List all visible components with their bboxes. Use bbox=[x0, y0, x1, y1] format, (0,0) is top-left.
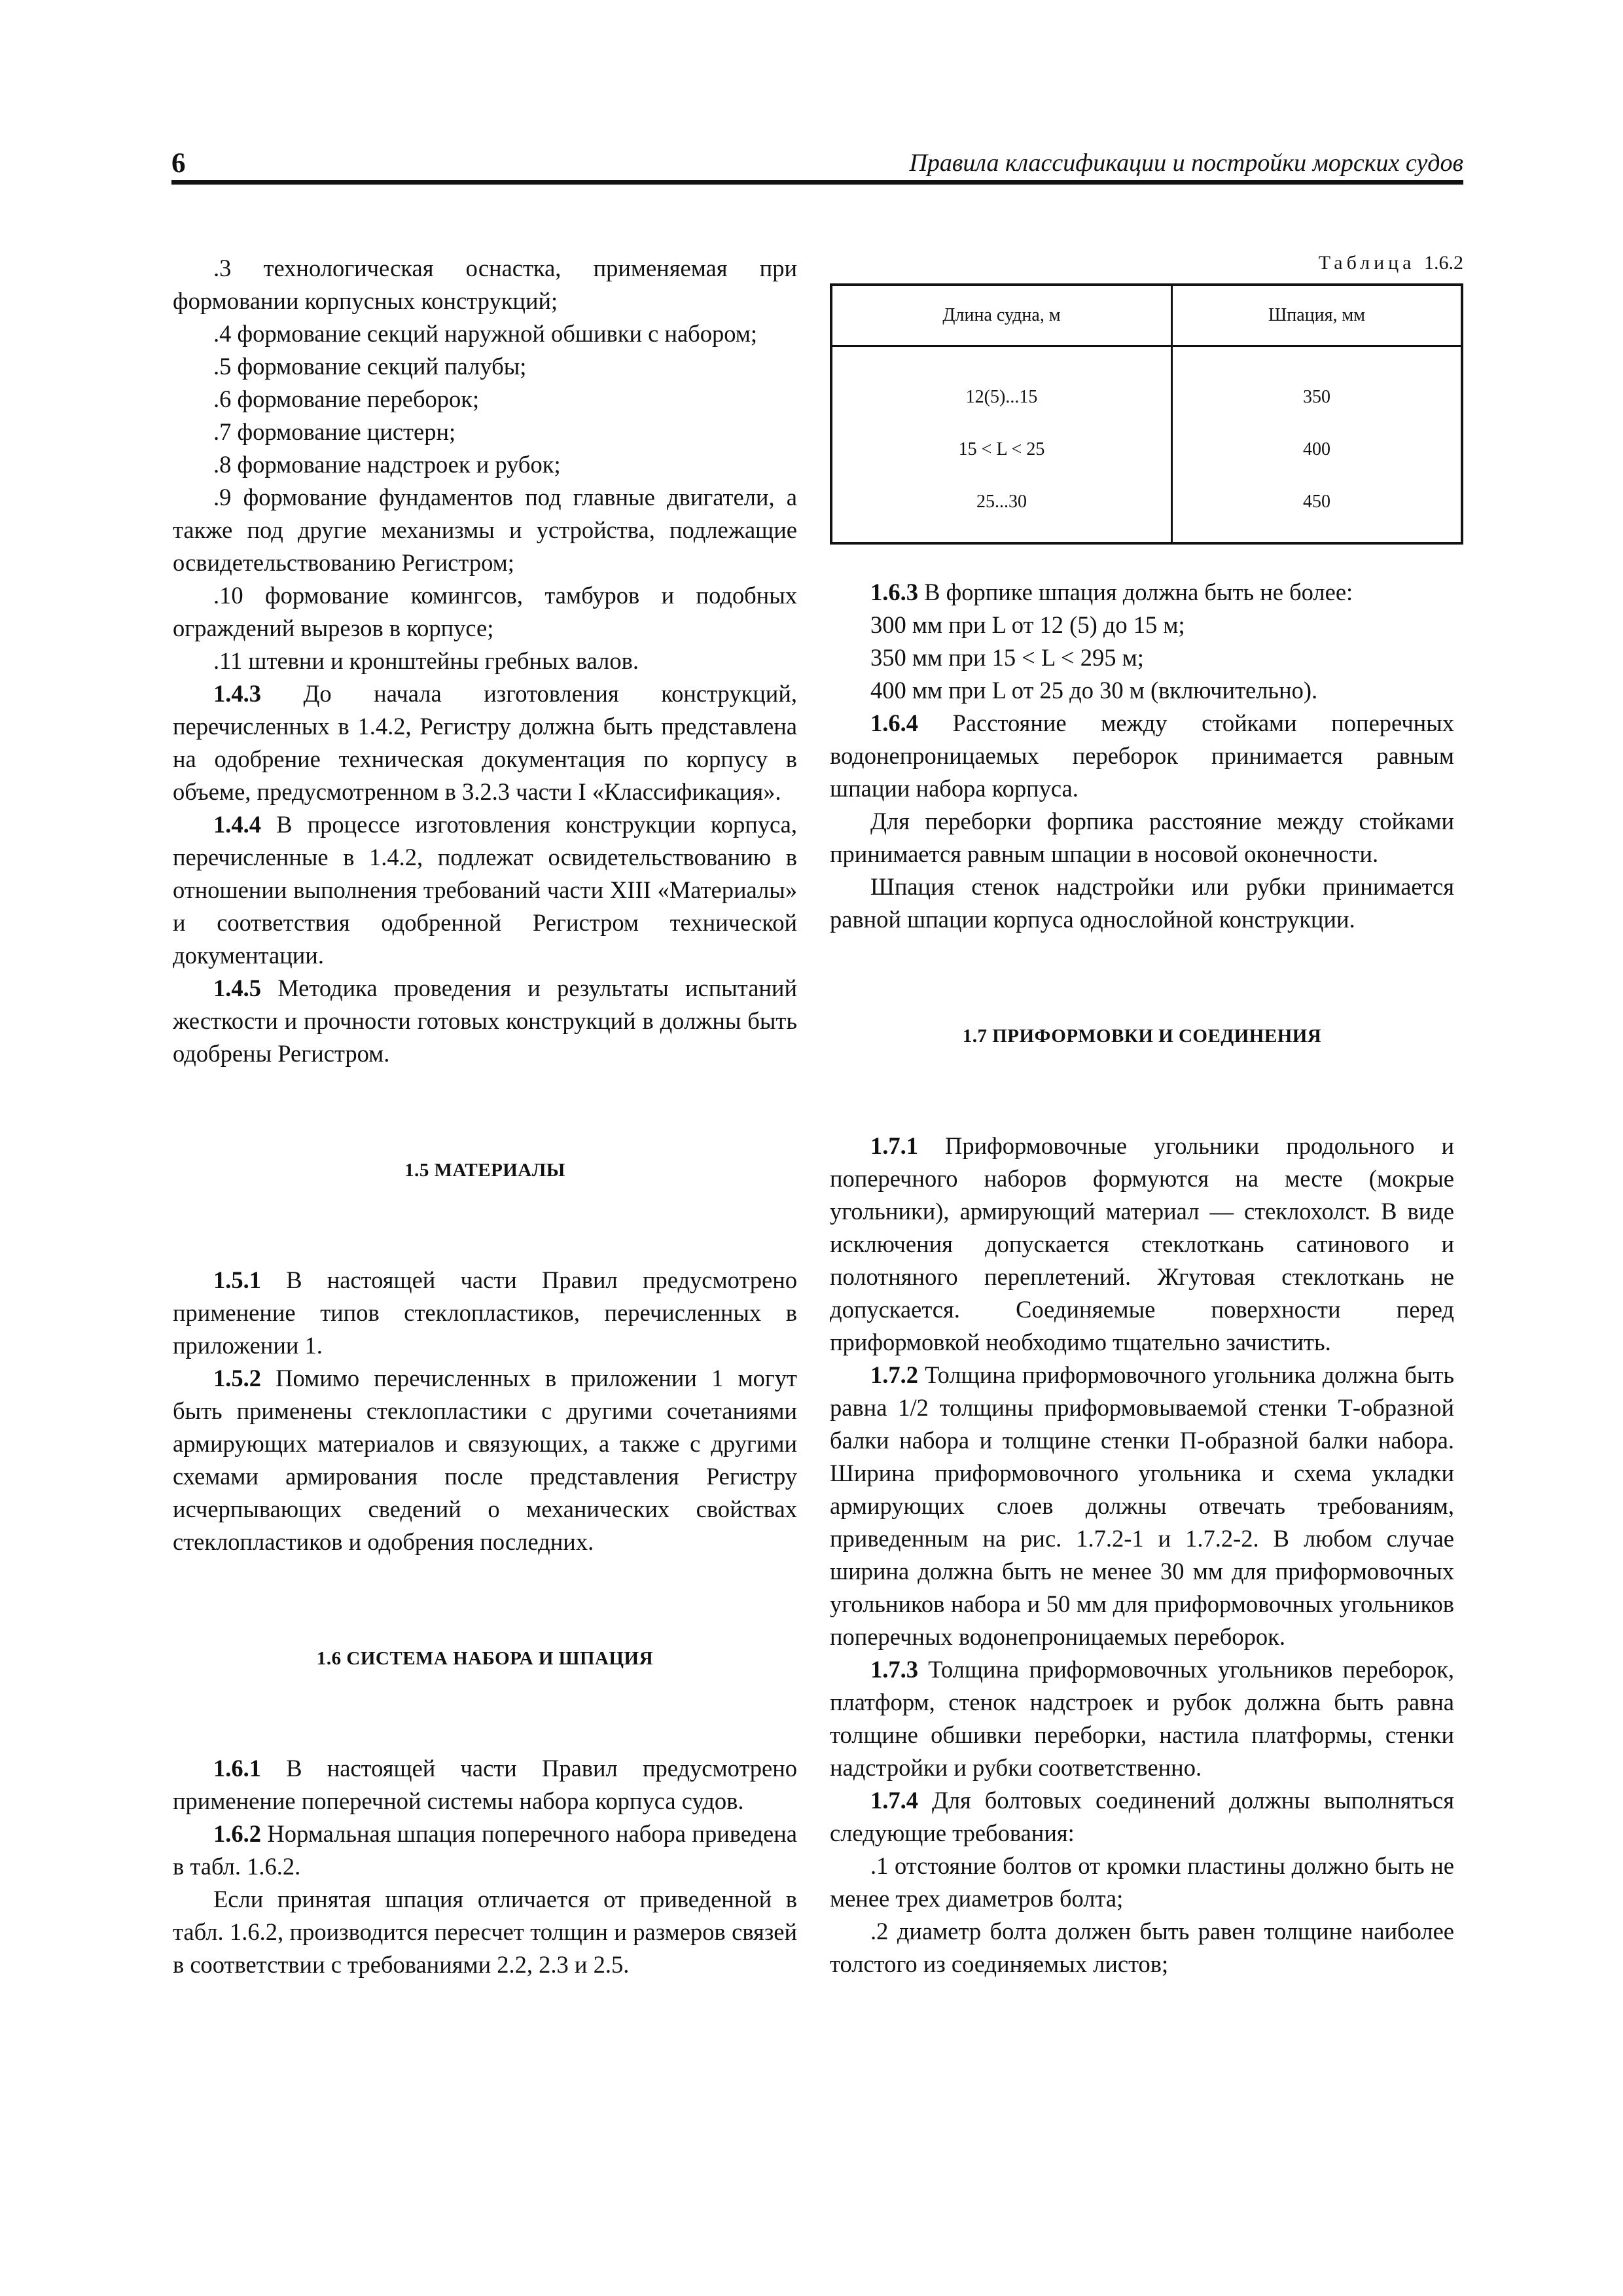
column-header-length: Длина судна, м bbox=[831, 285, 1172, 346]
list-item: 400 мм при L от 25 до 30 м (включительно). bbox=[870, 677, 1318, 704]
clause-number: 1.4.4 bbox=[213, 811, 261, 838]
table-cell: 25...30 bbox=[831, 476, 1172, 543]
table-cell: 350 bbox=[1172, 346, 1463, 424]
paragraph-1-4-4: 1.4.4 В процессе изготовления конструкции корпуса, перечисленные в 1.4.2, подлежат освидетельствованию в отношении выполнения требований части XIII «Материалы» и соответствия одобренной Регистром технической документации. bbox=[173, 811, 797, 969]
list-item: 300 мм при L от 12 (5) до 15 м; bbox=[870, 611, 1185, 638]
paragraph-1-5-2: 1.5.2 Помимо перечисленных в приложении 1 могут быть применены стеклопластики с другими сочетаниями армирующих материалов и связующих, а также с другими схемами армирования после представления Регистру исчерпывающих сведений о механических свойствах стеклопластиков и одобрения последних. bbox=[173, 1365, 797, 1555]
clause-number: 1.6.3 bbox=[870, 579, 918, 605]
clause-number: 1.6.4 bbox=[870, 709, 918, 736]
paragraph-1-6-2: 1.6.2 Нормальная шпация поперечного набора приведена в табл. 1.6.2. bbox=[173, 1820, 797, 1880]
right-column bbox=[830, 576, 1454, 1981]
paragraph-1-7-4: 1.7.4 Для болтовых соединений должны выполняться следующие требования: bbox=[830, 1787, 1454, 1846]
clause-number: 1.4.3 bbox=[213, 680, 261, 707]
table-row bbox=[831, 476, 1462, 543]
paragraph: Шпация стенок надстройки или рубки принимается равной шпации корпуса однослойной конструкции. bbox=[830, 873, 1454, 933]
table-row bbox=[831, 346, 1462, 424]
clause-number: 1.7.4 bbox=[870, 1787, 918, 1814]
section-heading-1-7: 1.7 ПРИФОРМОВКИ И СОЕДИНЕНИЯ bbox=[962, 1026, 1322, 1047]
clause-number: 1.6.2 bbox=[213, 1820, 261, 1847]
paragraph-1-6-4: 1.6.4 Расстояние между стойками поперечных водонепроницаемых переборок принимается равным шпации набора корпуса. bbox=[830, 709, 1454, 802]
clause-number: 1.7.2 bbox=[870, 1361, 918, 1388]
paragraph: Для переборки форпика расстояние между стойками принимается равным шпации в носовой оконечности. bbox=[830, 808, 1454, 867]
section-heading-1-5: 1.5 МАТЕРИАЛЫ bbox=[404, 1160, 565, 1181]
paragraph-1-5-1: 1.5.1 В настоящей части Правил предусмотрено применение типов стеклопластиков, перечисленных в приложении 1. bbox=[173, 1266, 797, 1359]
paragraph-1-6-1: 1.6.1 В настоящей части Правил предусмотрено применение поперечной системы набора корпуса судов. bbox=[173, 1755, 797, 1814]
table-cell: 400 bbox=[1172, 423, 1463, 476]
page-header bbox=[171, 147, 1463, 185]
list-item: .3 технологическая оснастка, применяемая при формовании корпусных конструкций; bbox=[173, 255, 797, 314]
table-cell: 450 bbox=[1172, 476, 1463, 543]
clause-number: 1.5.2 bbox=[213, 1365, 261, 1391]
table-cell: 15 < L < 25 bbox=[831, 423, 1172, 476]
table-row bbox=[831, 423, 1462, 476]
paragraph-1-6-3: 1.6.3 В форпике шпация должна быть не более: bbox=[870, 579, 1353, 605]
list-item: .6 формование переборок; bbox=[213, 386, 480, 412]
list-item: .1 отстояние болтов от кромки пластины должно быть не менее трех диаметров болта; bbox=[830, 1852, 1454, 1912]
running-title: Правила классификации и постройки морских судов bbox=[909, 149, 1463, 177]
paragraph-1-7-1: 1.7.1 Приформовочные угольники продольного и поперечного наборов формуются на месте (мокрые угольники), армирующий материал — стеклохолст. В виде исключения допускается стеклоткань сатинового и полотняного переплетений. Жгутовая стеклоткань не допускается. Соединяемые поверхности перед приформовкой необходимо тщательно зачистить. bbox=[830, 1132, 1454, 1355]
page-number: 6 bbox=[171, 148, 186, 179]
list-item: .4 формование секций наружной обшивки с набором; bbox=[213, 320, 758, 347]
clause-number: 1.4.5 bbox=[213, 975, 261, 1001]
clause-number: 1.7.1 bbox=[870, 1132, 918, 1159]
paragraph-1-7-3: 1.7.3 Толщина приформовочных угольников переборок, платформ, стенок надстроек и рубок должна быть равна толщине обшивки переборки, настила платформы, стенки надстройки и рубки соответственно. bbox=[830, 1656, 1454, 1781]
left-column bbox=[173, 252, 797, 1981]
table-cell: 12(5)...15 bbox=[831, 346, 1172, 424]
table-caption: Таблица 1.6.2 bbox=[1318, 252, 1463, 274]
paragraph: Если принятая шпация отличается от приведенной в табл. 1.6.2, производится пересчет толщин и размеров связей в соответствии с требованиями 2.2, 2.3 и 2.5. bbox=[173, 1886, 797, 1978]
paragraph-1-7-2: 1.7.2 Толщина приформовочного угольника должна быть равна 1/2 толщины приформовываемой стенки Т-образной балки набора и толщине стенки П-образной балки набора. Ширина приформовочного угольника и схема укладки армирующих слоев должны отвечать требованиям, приведенным на рис. 1.7.2-1 и 1.7.2-2. В любом случае ширина должна быть не менее 30 мм для приформовочных угольников набора и 50 мм для приформовочных угольников поперечных водонепроницаемых переборок. bbox=[830, 1361, 1454, 1650]
list-item: .7 формование цистерн; bbox=[213, 418, 456, 445]
list-item: .11 штевни и кронштейны гребных валов. bbox=[213, 647, 639, 674]
clause-number: 1.5.1 bbox=[213, 1266, 261, 1293]
table-1-6-2 bbox=[830, 252, 1463, 545]
clause-number: 1.6.1 bbox=[213, 1755, 261, 1782]
section-heading-1-6: 1.6 СИСТЕМА НАБОРА И ШПАЦИЯ bbox=[316, 1648, 654, 1669]
column-header-spacing: Шпация, мм bbox=[1172, 285, 1463, 346]
paragraph-1-4-3: 1.4.3 До начала изготовления конструкций, перечисленных в 1.4.2, Регистру должна быть представлена на одобрение техническая документация по корпусу в объеме, предусмотренном в 3.2.3 части I «Классификация». bbox=[173, 680, 797, 805]
paragraph-1-4-5: 1.4.5 Методика проведения и результаты испытаний жесткости и прочности готовых конструкций в должны быть одобрены Регистром. bbox=[173, 975, 797, 1067]
list-item: .10 формование комингсов, тамбуров и подобных ограждений вырезов в корпусе; bbox=[173, 582, 797, 641]
list-item: 350 мм при 15 < L < 295 м; bbox=[870, 644, 1144, 671]
spacing-table bbox=[830, 283, 1463, 545]
clause-number: 1.7.3 bbox=[870, 1656, 918, 1683]
list-item: .9 формование фундаментов под главные двигатели, а также под другие механизмы и устройства, подлежащие освидетельствованию Регистром; bbox=[173, 484, 797, 576]
list-item: .2 диаметр болта должен быть равен толщине наиболее толстого из соединяемых листов; bbox=[830, 1918, 1454, 1977]
list-item: .8 формование надстроек и рубок; bbox=[213, 451, 561, 478]
list-item: .5 формование секций палубы; bbox=[213, 353, 527, 380]
